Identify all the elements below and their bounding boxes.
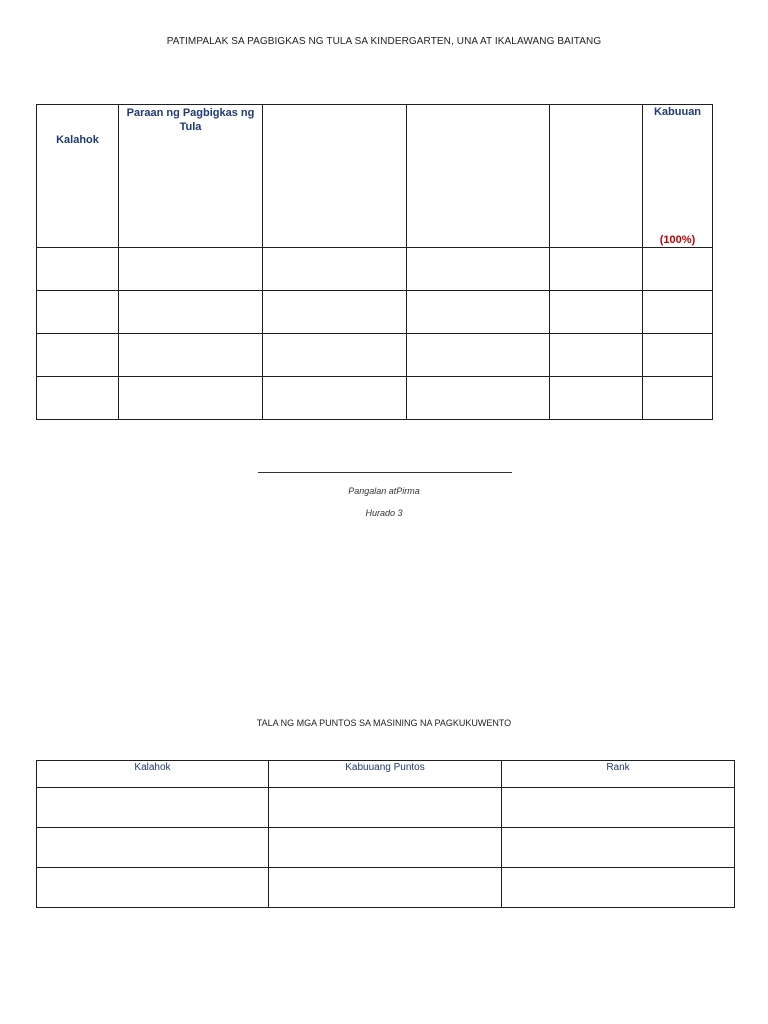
table-cell[interactable]	[263, 291, 407, 334]
tally-table-header-row	[37, 761, 735, 788]
table-cell[interactable]	[407, 291, 550, 334]
table-cell[interactable]	[643, 291, 713, 334]
table-row	[37, 334, 713, 377]
table-cell[interactable]	[269, 828, 502, 868]
table-cell[interactable]	[263, 248, 407, 291]
table-cell[interactable]	[643, 377, 713, 420]
table-cell[interactable]	[263, 377, 407, 420]
signature-line	[258, 472, 512, 473]
table-cell[interactable]	[37, 788, 269, 828]
tally-table	[36, 760, 735, 908]
table-row	[37, 828, 735, 868]
header-criterion-blank	[550, 105, 643, 248]
table-cell[interactable]	[119, 334, 263, 377]
table-cell[interactable]	[269, 788, 502, 828]
table-cell[interactable]	[37, 334, 119, 377]
header-kabuuang-puntos: Kabuuang Puntos	[269, 761, 502, 788]
header-kalahok: Kalahok	[37, 105, 119, 248]
table-cell[interactable]	[37, 248, 119, 291]
tally-section-title: TALA NG MGA PUNTOS SA MASINING NA PAGKUKUWENTO	[256, 718, 512, 728]
table-cell[interactable]	[263, 334, 407, 377]
header-criterion-blank	[407, 105, 550, 248]
table-cell[interactable]	[550, 291, 643, 334]
table-cell[interactable]	[643, 334, 713, 377]
header-criterion-blank	[263, 105, 407, 248]
signature-name-label: Pangalan atPirma	[348, 486, 420, 496]
table-cell[interactable]	[643, 248, 713, 291]
table-cell[interactable]	[550, 377, 643, 420]
table-cell[interactable]	[502, 868, 735, 908]
table-cell[interactable]	[407, 248, 550, 291]
header-paraan-ng-pagbigkas: Paraan ng Pagbigkas ng Tula	[119, 105, 263, 248]
table-cell[interactable]	[119, 377, 263, 420]
header-kabuuan: Kabuuan (100%)	[643, 105, 713, 248]
table-cell[interactable]	[502, 828, 735, 868]
table-cell[interactable]	[37, 377, 119, 420]
table-cell[interactable]	[550, 248, 643, 291]
score-table-header-row	[37, 105, 713, 248]
table-row	[37, 248, 713, 291]
table-cell[interactable]	[119, 248, 263, 291]
total-percent: (100%)	[659, 234, 696, 246]
score-table	[36, 104, 713, 420]
table-cell[interactable]	[407, 334, 550, 377]
table-cell[interactable]	[502, 788, 735, 828]
header-kalahok: Kalahok	[37, 761, 269, 788]
table-cell[interactable]	[37, 291, 119, 334]
table-cell[interactable]	[37, 828, 269, 868]
table-cell[interactable]	[37, 868, 269, 908]
page-title: PATIMPALAK SA PAGBIGKAS NG TULA SA KINDERGARTEN, UNA AT IKALAWANG BAITANG	[166, 36, 602, 47]
table-row	[37, 788, 735, 828]
table-cell[interactable]	[407, 377, 550, 420]
table-cell[interactable]	[269, 868, 502, 908]
table-cell[interactable]	[550, 334, 643, 377]
header-rank: Rank	[502, 761, 735, 788]
judge-label: Hurado 3	[365, 508, 403, 518]
table-row	[37, 868, 735, 908]
table-cell[interactable]	[119, 291, 263, 334]
table-row	[37, 291, 713, 334]
table-row	[37, 377, 713, 420]
